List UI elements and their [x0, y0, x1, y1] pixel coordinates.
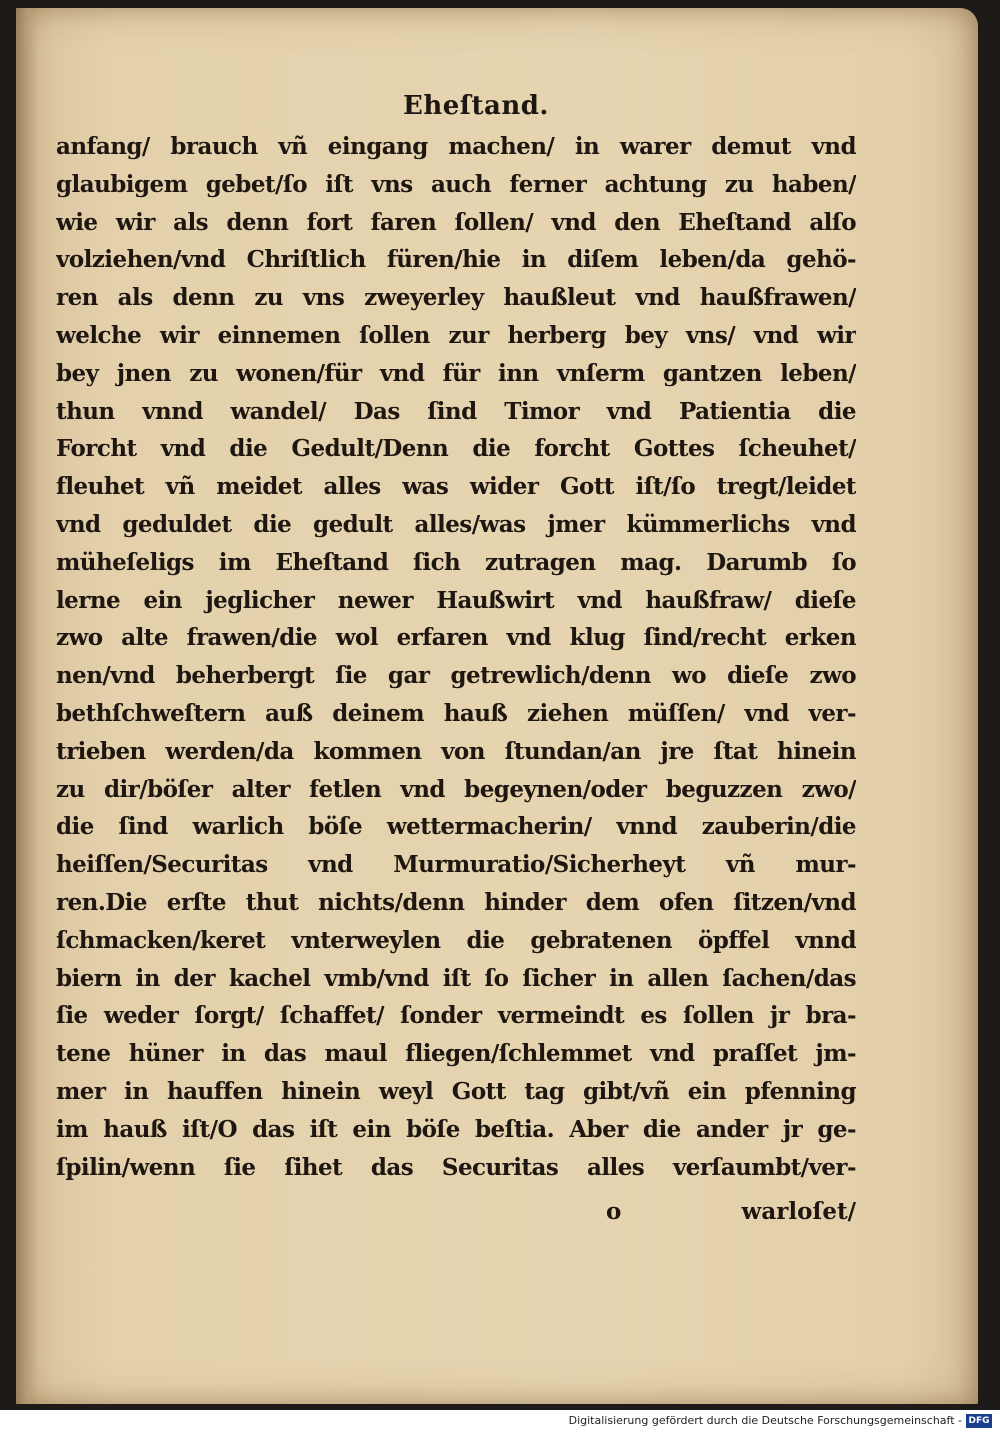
- credit-text: Digitalisierung gefördert durch die Deutsche Forschungsgemeinschaft -: [568, 1414, 962, 1427]
- text-line: welche wir einnemen ſollen zur herberg bey vns/ vnd wir: [56, 321, 856, 349]
- running-header: Eheſtand.: [403, 91, 549, 121]
- body-text: [56, 128, 856, 1186]
- text-line: biern in der kachel vmb/vnd iſt ſo ſicher in allen ſachen/das: [56, 964, 856, 992]
- dfg-logo-icon: DFG: [966, 1414, 992, 1428]
- text-line: heiſſen/Securitas vnd Murmuratio/Sicherheyt vñ mur-: [56, 851, 856, 879]
- text-line: anfang/ brauch vñ eingang machen/ in warer demut vnd: [56, 133, 856, 160]
- text-line: bethſchweſtern auß deinem hauß ziehen müſſen/ vnd ver-: [56, 699, 856, 727]
- text-line: zu dir/böſer alter fetlen vnd begeynen/oder beguzzen zwo/: [56, 775, 856, 803]
- page-footer: [56, 1194, 856, 1234]
- text-line: zwo alte frawen/die wol erfaren vnd klug ſind/recht erken: [56, 624, 856, 652]
- text-line: lerne ein jeglicher newer Haußwirt vnd haußfraw/ dieſe: [56, 586, 856, 614]
- text-line: glaubigem gebet/ſo iſt vns auch ferner achtung zu haben/: [56, 170, 856, 198]
- text-line: ſie weder ſorgt/ ſchaffet/ ſonder vermeindt es ſollen jr bra-: [56, 1002, 856, 1030]
- text-line: volziehen/vnd Chriſtlich füren/hie in diſem leben/da gehö-: [56, 246, 856, 274]
- credit-bar: [0, 1410, 1000, 1433]
- catchword: warloſet/: [741, 1198, 856, 1225]
- text-line: tene hüner in das maul fliegen/ſchlemmet vnd praſſet jm-: [56, 1040, 856, 1068]
- text-line: müheſeligs im Eheſtand ſich zutragen mag. Darumb ſo: [56, 548, 856, 576]
- text-line: im hauß iſt/O das iſt ein böſe beſtia. Aber die ander jr ge-: [56, 1115, 856, 1143]
- text-line: nen/vnd beherbergt ſie gar getrewlich/denn wo dieſe zwo: [56, 662, 856, 690]
- text-line: wie wir als denn fort faren ſollen/ vnd den Eheſtand alſo: [56, 208, 856, 236]
- text-line: ſpilin/wenn ſie ſihet das Securitas alles verſaumbt/ver-: [56, 1153, 856, 1181]
- text-line: ren.Die erſte thut nichts/denn hinder dem ofen ſitzen/vnd: [56, 888, 856, 916]
- text-line: fleuhet vñ meidet alles was wider Gott iſt/ſo tregt/leidet: [56, 473, 856, 501]
- text-block: [56, 84, 856, 1186]
- text-line: bey jnen zu wonen/für vnd für inn vnſerm gantzen leben/: [56, 359, 856, 387]
- text-line: Forcht vnd die Gedult/Denn die forcht Gottes ſcheuhet/: [56, 435, 856, 463]
- text-line: die ſind warlich böſe wettermacherin/ vnnd zauberin/die: [56, 813, 856, 841]
- text-line: thun vnnd wandel/ Das ſind Timor vnd Patientia die: [56, 397, 856, 425]
- page-gutter: [16, 8, 38, 1404]
- text-line: trieben werden/da kommen von ſtundan/an jre ſtat hinein: [56, 737, 856, 765]
- text-line: mer in hauffen hinein weyl Gott tag gibt/vñ ein pfenning: [56, 1077, 856, 1105]
- text-line: vnd geduldet die gedult alles/was jmer kümmerlichs vnd: [56, 510, 856, 538]
- signature-mark: o: [606, 1198, 622, 1225]
- text-line: ſchmacken/keret vnterweylen die gebratenen öpffel vnnd: [56, 926, 856, 954]
- text-line: ren als denn zu vns zweyerley haußleut vnd haußfrawen/: [56, 284, 856, 312]
